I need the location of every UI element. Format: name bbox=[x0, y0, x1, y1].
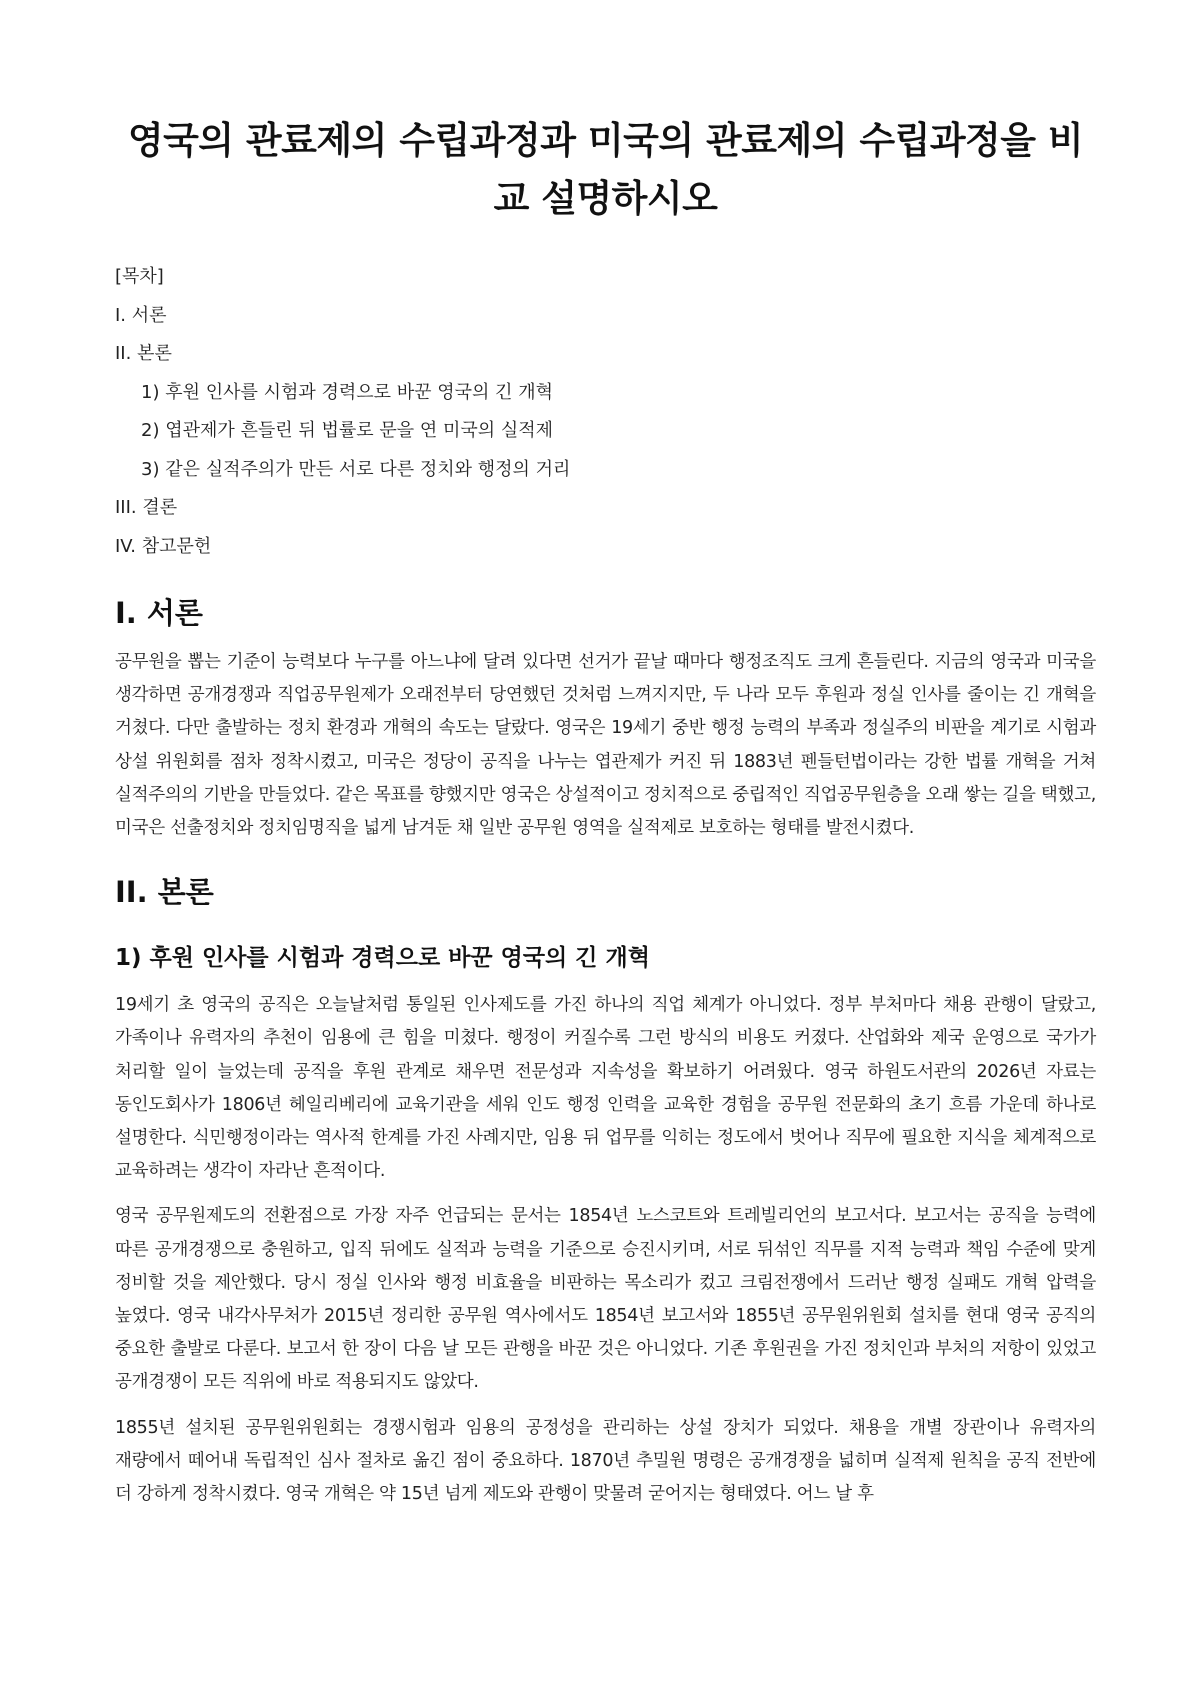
section-heading-body: II. 본론 bbox=[115, 875, 214, 910]
section-heading-intro: I. 서론 bbox=[115, 596, 203, 630]
toc-item-body-1: 1) 후원 인사를 시험과 경력으로 바꾼 영국의 긴 개혁 bbox=[141, 381, 554, 403]
intro-paragraph: 공무원을 뽑는 기준이 능력보다 누구를 아느냐에 달려 있다면 선거가 끝날 때마다 행정조직도 크게 흔들린다. 지금의 영국과 미국을 생각하면 공개경쟁과 직업공무원제가 오래전부터 당연했던 것처럼 느껴지지만, 두 나라 모두 후원과 정실 인사를 줄이는 긴 개혁을 거쳤다. 다만 출발하는 정치 환경과 개혁의 속도는 달랐다. 영국은 19세기 중반 행정 능력의 부족과 정실주의 비판을 계기로 시험과 상설 위원회를 점차 정착시켰고, 미국은 정당이 공직을 나누는 엽관제가 커진 뒤 1883년 펜들턴법이라는 강한 법률 개혁을 거쳐 실적주의의 기반을 만들었다. 같은 목표를 향했지만 영국은 상설적이고 정치적으로 중립적인 직업공무원층을 오래 쌓는 길을 택했고, 미국은 선출정치와 정치임명직을 넓게 남겨둔 채 일반 공무원 영역을 실적제로 보호하는 형태를 발전시켰다. bbox=[115, 652, 1096, 839]
body-paragraph-1: 19세기 초 영국의 공직은 오늘날처럼 통일된 인사제도를 가진 하나의 직업 체계가 아니었다. 정부 부처마다 채용 관행이 달랐고, 가족이나 유력자의 추천이 임용에 큰 힘을 미쳤다. 행정이 커질수록 그런 방식의 비용도 커졌다. 산업화와 제국 운영으로 국가가 처리할 일이 늘었는데 공직을 후원 관계로 채우면 전문성과 지속성을 확보하기 어려웠다. 영국 하원도서관의 2026년 자료는 동인도회사가 1806년 헤일리베리에 교육기관을 세워 인도 행정 인력을 교육한 경험을 공무원 전문화의 초기 흐름 가운데 하나로 설명한다. 식민행정이라는 역사적 한계를 가진 사례지만, 임용 뒤 업무를 익히는 정도에서 벗어나 직무에 필요한 지식을 체계적으로 교육하려는 생각이 자라난 흔적이다. bbox=[115, 995, 1096, 1182]
toc-item-intro: I. 서론 bbox=[115, 304, 167, 326]
toc-item-references: IV. 참고문헌 bbox=[115, 535, 212, 557]
toc-label: [목차] bbox=[115, 266, 164, 287]
subsection-heading-1: 1) 후원 인사를 시험과 경력으로 바꾼 영국의 긴 개혁 bbox=[115, 945, 650, 972]
body-paragraph-2: 영국 공무원제도의 전환점으로 가장 자주 언급되는 문서는 1854년 노스코트와 트레빌리언의 보고서다. 보고서는 공직을 능력에 따른 공개경쟁으로 충원하고, 입직 뒤에도 실적과 능력을 기준으로 승진시키며, 서로 뒤섞인 직무를 지적 능력과 책임 수준에 맞게 정비할 것을 제안했다. 당시 정실 인사와 행정 비효율을 비판하는 목소리가 컸고 크림전쟁에서 드러난 행정 실패도 개혁 압력을 높였다. 영국 내각사무처가 2015년 정리한 공무원 역사에서도 1854년 보고서와 1855년 공무원위원회 설치를 현대 영국 공직의 중요한 출발로 다룬다. 보고서 한 장이 다음 날 모든 관행을 바꾼 것은 아니었다. 기존 후원권을 가진 정치인과 부처의 저항이 있었고 공개경쟁이 모든 직위에 바로 적용되지도 않았다. bbox=[115, 1206, 1096, 1393]
toc-item-body-3: 3) 같은 실적주의가 만든 서로 다른 정치와 행정의 거리 bbox=[141, 458, 571, 480]
toc-item-body-2: 2) 엽관제가 흔들린 뒤 법률로 문을 연 미국의 실적제 bbox=[141, 420, 554, 441]
body-paragraph-3: 1855년 설치된 공무원위원회는 경쟁시험과 임용의 공정성을 관리하는 상설 장치가 되었다. 채용을 개별 장관이나 유력자의 재량에서 떼어내 독립적인 심사 절차로 옮긴 점이 중요하다. 1870년 추밀원 명령은 공개경쟁을 넓히며 실적제 원칙을 공직 전반에 더 강하게 정착시켰다. 영국 개혁은 약 15년 넘게 제도와 관행이 맞물려 굳어지는 형태였다. 어느 날 후 bbox=[115, 1417, 1096, 1505]
table-of-contents bbox=[115, 258, 1096, 566]
document-title: 영국의 관료제의 수립과정과 미국의 관료제의 수립과정을 비교 설명하시오 bbox=[127, 119, 1084, 220]
toc-item-body: II. 본론 bbox=[115, 343, 172, 364]
toc-item-conclusion: III. 결론 bbox=[115, 497, 178, 518]
